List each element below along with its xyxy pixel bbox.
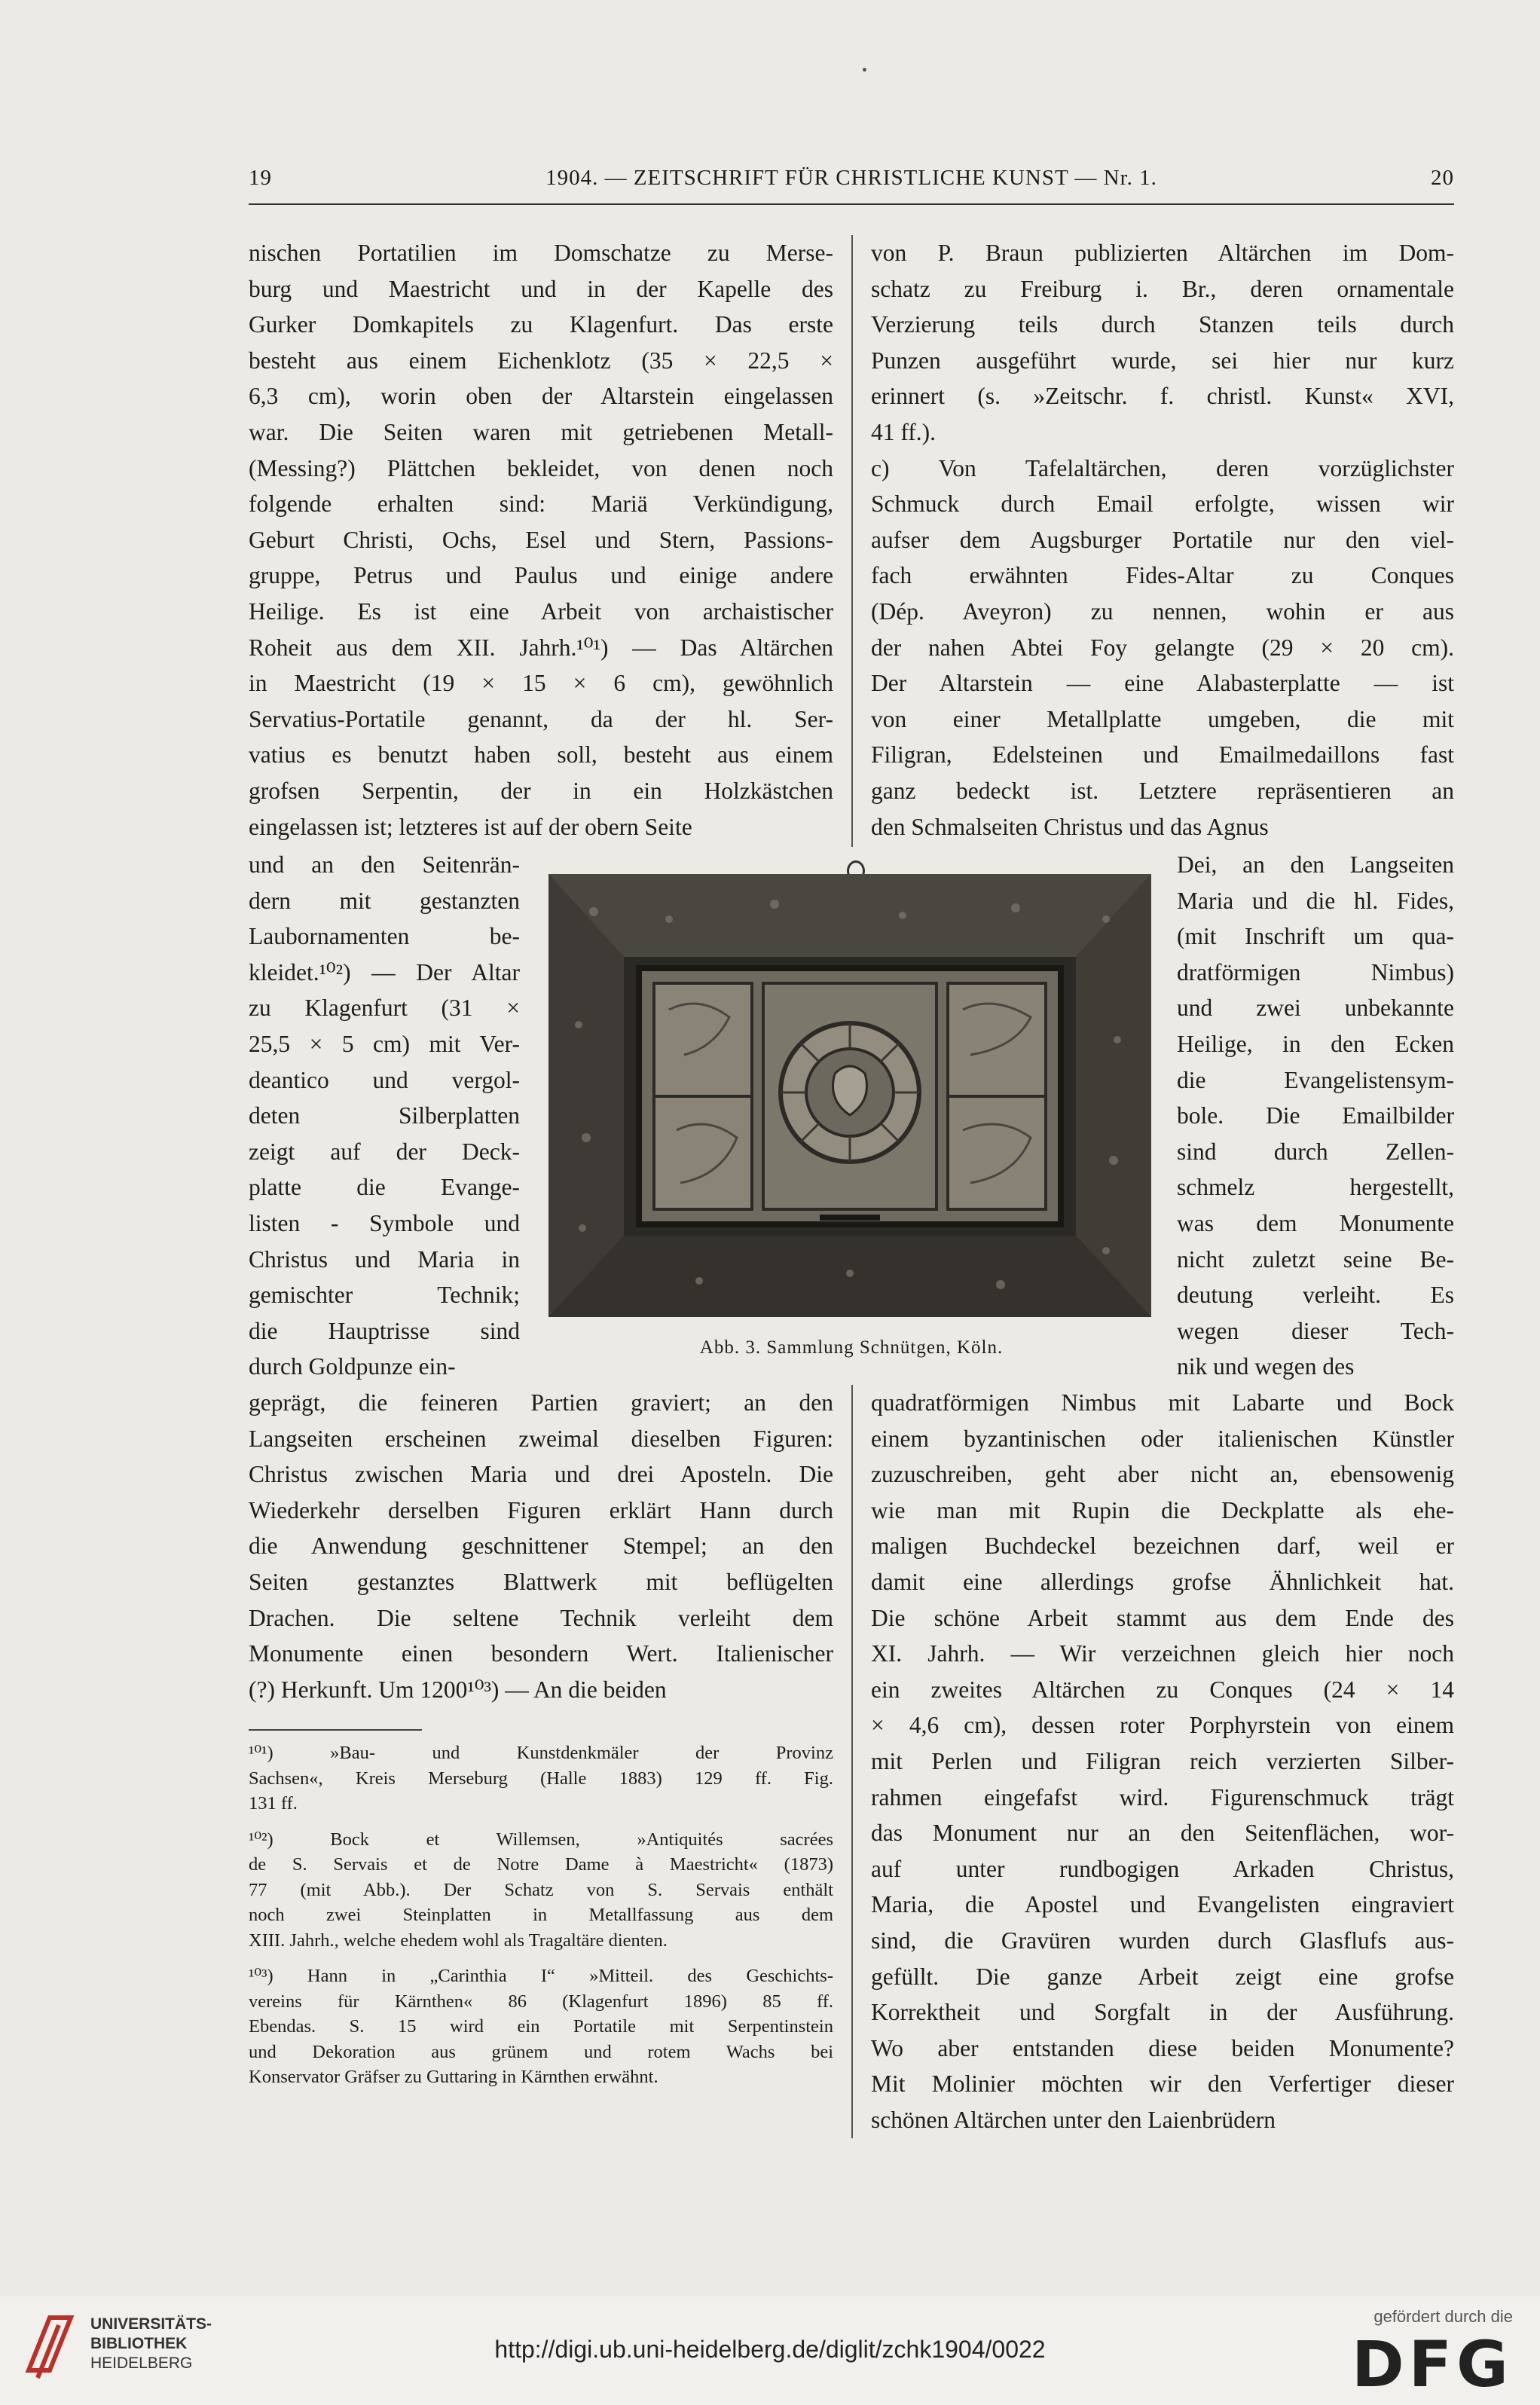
- text-line: dratförmigen Nimbus): [1177, 958, 1454, 986]
- text-line: von P. Braun publizierten Altärchen im Dom-: [871, 240, 1454, 266]
- text-line: noch zwei Steinplatten in Metallfassung aus dem: [249, 1905, 833, 1925]
- text-line: die Hauptrisse sind: [249, 1317, 520, 1344]
- text-line: Maria und die hl. Fides,: [1177, 887, 1454, 914]
- altar-illustration: [548, 874, 1151, 1317]
- text-line: dern mit gestanzten: [249, 887, 520, 914]
- text-line: gemischter Technik;: [249, 1282, 520, 1309]
- text-line: Filigran, Edelsteinen und Emailmedaillons fast: [871, 741, 1454, 769]
- text-line: grofsen Serpentin, der in ein Holzkästchen: [249, 777, 833, 804]
- text-line: aufser dem Augsburger Portatile nur den viel-: [871, 526, 1454, 553]
- text-line: und an den Seitenrän-: [249, 851, 520, 878]
- text-line: Wo aber entstanden diese beiden Monumente?: [871, 2034, 1454, 2061]
- text-line: ¹⁰³) Hann in „Carinthia I“ »Mitteil. des Geschichts-: [249, 1966, 833, 1986]
- text-line: Ebendas. S. 15 wird ein Portatile mit Serpentinstein: [249, 2016, 833, 2037]
- text-line: von einer Metallplatte umgeben, die mit: [871, 705, 1454, 732]
- text-line: einem byzantinischen oder italienischen Künstler: [871, 1425, 1454, 1452]
- text-line: Monumente einen besondern Wert. Italienischer: [249, 1640, 833, 1667]
- text-line: damit eine allerdings grofse Ähnlichkeit hat.: [871, 1568, 1454, 1595]
- text-line: (Dép. Aveyron) zu nennen, wohin er aus: [871, 597, 1454, 625]
- footnote-rule: [249, 1729, 422, 1731]
- running-header: [249, 166, 1454, 199]
- text-line: nicht zuletzt seine Be-: [1177, 1245, 1454, 1273]
- text-line: (Messing?) Plättchen bekleidet, von denen noch: [249, 454, 833, 481]
- text-line: 131 ff.: [249, 1793, 298, 1814]
- column-divider-bottom: [851, 1385, 853, 2138]
- text-line: vereins für Kärnthen« 86 (Klagenfurt 1896) 85 ff.: [249, 1991, 833, 2012]
- dfg-logo: DFG: [1351, 2327, 1513, 2401]
- text-line: zuzuschreiben, geht aber nicht an, ebensowenig: [871, 1461, 1454, 1488]
- text-line: (?) Herkunft. Um 1200¹⁰³) — An die beiden: [249, 1676, 667, 1703]
- text-line: Seiten gestanztes Blattwerk mit beflügelten: [249, 1568, 833, 1595]
- text-line: × 4,6 cm), dessen roter Porphyrstein von einem: [871, 1712, 1454, 1739]
- text-line: Christus und Maria in: [249, 1245, 520, 1273]
- text-line: (mit Inschrift um qua-: [1177, 923, 1454, 950]
- column-divider-top: [851, 235, 853, 847]
- text-line: besteht aus einem Eichenklotz (35 × 22,5 ×: [249, 347, 833, 374]
- left-column-wrap-text: [249, 847, 520, 1385]
- text-line: schönen Altärchen unter den Laienbrüdern: [871, 2106, 1276, 2133]
- text-line: deten Silberplatten: [249, 1102, 520, 1129]
- left-column-top-text: [249, 235, 833, 845]
- text-line: 6,3 cm), worin oben der Altarstein eingelassen: [249, 383, 833, 410]
- right-column-top-text: [871, 235, 1454, 845]
- footnotes: [249, 1740, 833, 2090]
- text-line: deutung verleiht. Es: [1177, 1282, 1454, 1309]
- page-number-right: 20: [1431, 166, 1454, 190]
- text-line: wegen dieser Tech-: [1177, 1317, 1454, 1344]
- text-line: das Monument nur an den Seitenflächen, wor-: [871, 1820, 1454, 1847]
- text-line: 25,5 × 5 cm) mit Ver-: [249, 1030, 520, 1057]
- text-line: quadratförmigen Nimbus mit Labarte und Bock: [871, 1389, 1454, 1416]
- text-line: eingelassen ist; letzteres ist auf der obern Seite: [249, 813, 692, 840]
- left-column-bottom-text: [249, 1385, 833, 1707]
- text-line: sind durch Zellen-: [1177, 1138, 1454, 1165]
- text-line: Drachen. Die seltene Technik verleiht dem: [249, 1604, 833, 1631]
- text-line: 77 (mit Abb.). Der Schatz von S. Servais enthält: [249, 1879, 833, 1900]
- text-line: schatz zu Freiburg i. Br., deren ornamentale: [871, 275, 1454, 302]
- text-line: XI. Jahrh. — Wir verzeichnen gleich hier noch: [871, 1640, 1454, 1667]
- text-line: vatius es benutzt haben soll, besteht aus einem: [249, 741, 833, 769]
- text-line: Heilige, in den Ecken: [1177, 1030, 1454, 1057]
- text-line: Roheit aus dem XII. Jahrh.¹⁰¹) — Das Altärchen: [249, 634, 833, 661]
- text-line: nischen Portatilien im Domschatze zu Merse-: [249, 240, 833, 266]
- scan-speck: [863, 68, 866, 72]
- text-line: Punzen ausgeführt wurde, sei hier nur kurz: [871, 347, 1454, 374]
- text-line: Wiederkehr derselben Figuren erklärt Hann durch: [249, 1496, 833, 1523]
- footnote-101: [249, 1740, 833, 1817]
- text-line: 41 ff.).: [871, 418, 937, 445]
- text-line: nik und wegen des: [1177, 1353, 1355, 1380]
- text-line: Sachsen«, Kreis Merseburg (Halle 1883) 129 ff. Fig.: [249, 1768, 833, 1789]
- text-line: Schmuck durch Email erfolgte, wissen wir: [871, 490, 1454, 518]
- text-line: XIII. Jahrh., welche ehedem wohl als Tragaltäre dienten.: [249, 1930, 668, 1951]
- right-column-wrap-text: [1177, 847, 1454, 1385]
- text-line: gruppe, Petrus und Paulus und einige andere: [249, 562, 833, 589]
- text-line: was dem Monumente: [1177, 1209, 1454, 1236]
- text-line: Langseiten erscheinen zweimal dieselben Figuren:: [249, 1425, 833, 1452]
- footnote-102: [249, 1827, 833, 1954]
- text-line: Christus zwischen Maria und drei Aposteln. Die: [249, 1461, 833, 1488]
- text-line: zu Klagenfurt (31 ×: [249, 995, 520, 1022]
- text-line: Laubornamenten be-: [249, 923, 520, 950]
- text-line: c) Von Tafelaltärchen, deren vorzüglichster: [871, 454, 1454, 481]
- header-rule: [249, 203, 1454, 205]
- text-line: und zwei unbekannte: [1177, 995, 1454, 1022]
- journal-title: 1904. — ZEITSCHRIFT FÜR CHRISTLICHE KUNST — Nr. 1.: [545, 166, 1157, 190]
- text-line: Die schöne Arbeit stammt aus dem Ende des: [871, 1604, 1454, 1631]
- text-line: de S. Servais et de Notre Dame à Maestricht« (1873): [249, 1854, 833, 1875]
- digitization-footer: [0, 2297, 1540, 2405]
- text-line: und Dekoration aus grünem und rotem Wachs bei: [249, 2041, 833, 2062]
- text-line: Servatius-Portatile genannt, da der hl. Ser-: [249, 705, 833, 732]
- text-line: durch Goldpunze ein-: [249, 1353, 456, 1380]
- text-line: zeigt auf der Deck-: [249, 1138, 520, 1165]
- text-line: in Maestricht (19 × 15 × 6 cm), gewöhnlich: [249, 670, 833, 697]
- text-line: maligen Buchdeckel bezeichnen darf, weil er: [871, 1533, 1454, 1560]
- text-line: listen - Symbole und: [249, 1209, 520, 1236]
- figure-caption: Abb. 3. Sammlung Schnütgen, Köln.: [699, 1337, 1004, 1358]
- text-line: den Schmalseiten Christus und das Agnus: [871, 813, 1269, 840]
- portable-altar-photo: [548, 874, 1151, 1317]
- text-line: ganz bedeckt ist. Letztere repräsentieren an: [871, 777, 1454, 804]
- text-line: schmelz hergestellt,: [1177, 1174, 1454, 1201]
- text-line: gefüllt. Die ganze Arbeit zeigt eine grofse: [871, 1963, 1454, 1990]
- right-column-bottom-text: [871, 1385, 1454, 2138]
- text-line: Der Altarstein — eine Alabasterplatte — ist: [871, 670, 1454, 697]
- text-line: Geburt Christi, Ochs, Esel und Stern, Passions-: [249, 526, 833, 553]
- text-line: erinnert (s. »Zeitschr. f. christl. Kunst« XVI,: [871, 383, 1454, 410]
- text-line: kleidet.¹⁰²) — Der Altar: [249, 958, 520, 986]
- text-line: burg und Maestricht und in der Kapelle des: [249, 275, 833, 302]
- text-line: die Anwendung geschnittener Stempel; an den: [249, 1533, 833, 1560]
- text-line: folgende erhalten sind: Mariä Verkündigung,: [249, 490, 833, 518]
- text-line: mit Perlen und Filigran reich verzierten Silber-: [871, 1747, 1454, 1774]
- text-line: Heilige. Es ist eine Arbeit von archaistischer: [249, 597, 833, 625]
- permalink-url[interactable]: http://digi.ub.uni-heidelberg.de/diglit/zchk1904/0022: [494, 2336, 1046, 2363]
- sponsor-note: gefördert durch die: [1373, 2307, 1513, 2326]
- text-line: fach erwähnten Fides-Altar zu Conques: [871, 562, 1454, 589]
- text-line: ein zweites Altärchen zu Conques (24 × 14: [871, 1676, 1454, 1703]
- text-line: sind, die Gravüren wurden durch Glasflufs aus-: [871, 1927, 1454, 1954]
- text-line: Gurker Domkapitels zu Klagenfurt. Das erste: [249, 311, 833, 338]
- library-name: UNIVERSITÄTS- BIBLIOTHEK HEIDELBERG: [90, 2315, 212, 2372]
- text-line: die Evangelistensym-: [1177, 1066, 1454, 1093]
- text-line: Konservator Gräfser zu Guttaring in Kärnthen erwähnt.: [249, 2067, 658, 2087]
- text-line: bole. Die Emailbilder: [1177, 1102, 1454, 1129]
- text-line: rahmen eingefafst wird. Figurenschmuck trägt: [871, 1783, 1454, 1811]
- text-line: Maria, die Apostel und Evangelisten eingraviert: [871, 1891, 1454, 1918]
- text-line: Dei, an den Langseiten: [1177, 851, 1454, 878]
- text-line: wie man mit Rupin die Deckplatte als ehe-: [871, 1496, 1454, 1523]
- page-number-left: 19: [249, 166, 272, 190]
- text-line: auf unter rundbogigen Arkaden Christus,: [871, 1855, 1454, 1882]
- text-line: platte die Evange-: [249, 1174, 520, 1201]
- text-line: ¹⁰²) Bock et Willemsen, »Antiquités sacrées: [249, 1829, 833, 1850]
- text-line: Mit Molinier möchten wir den Verfertiger dieser: [871, 2070, 1454, 2098]
- text-line: ¹⁰¹) »Bau- und Kunstdenkmäler der Provinz: [249, 1743, 833, 1763]
- text-line: deantico und vergol-: [249, 1066, 520, 1093]
- text-line: Verzierung teils durch Stanzen teils durch: [871, 311, 1454, 338]
- footnote-103: [249, 1963, 833, 2090]
- text-line: geprägt, die feineren Partien graviert; an den: [249, 1389, 833, 1416]
- text-line: Korrektheit und Sorgfalt in der Ausführung.: [871, 1999, 1454, 2026]
- text-line: war. Die Seiten waren mit getriebenen Metall-: [249, 418, 833, 445]
- text-line: der nahen Abtei Foy gelangte (29 × 20 cm).: [871, 634, 1454, 661]
